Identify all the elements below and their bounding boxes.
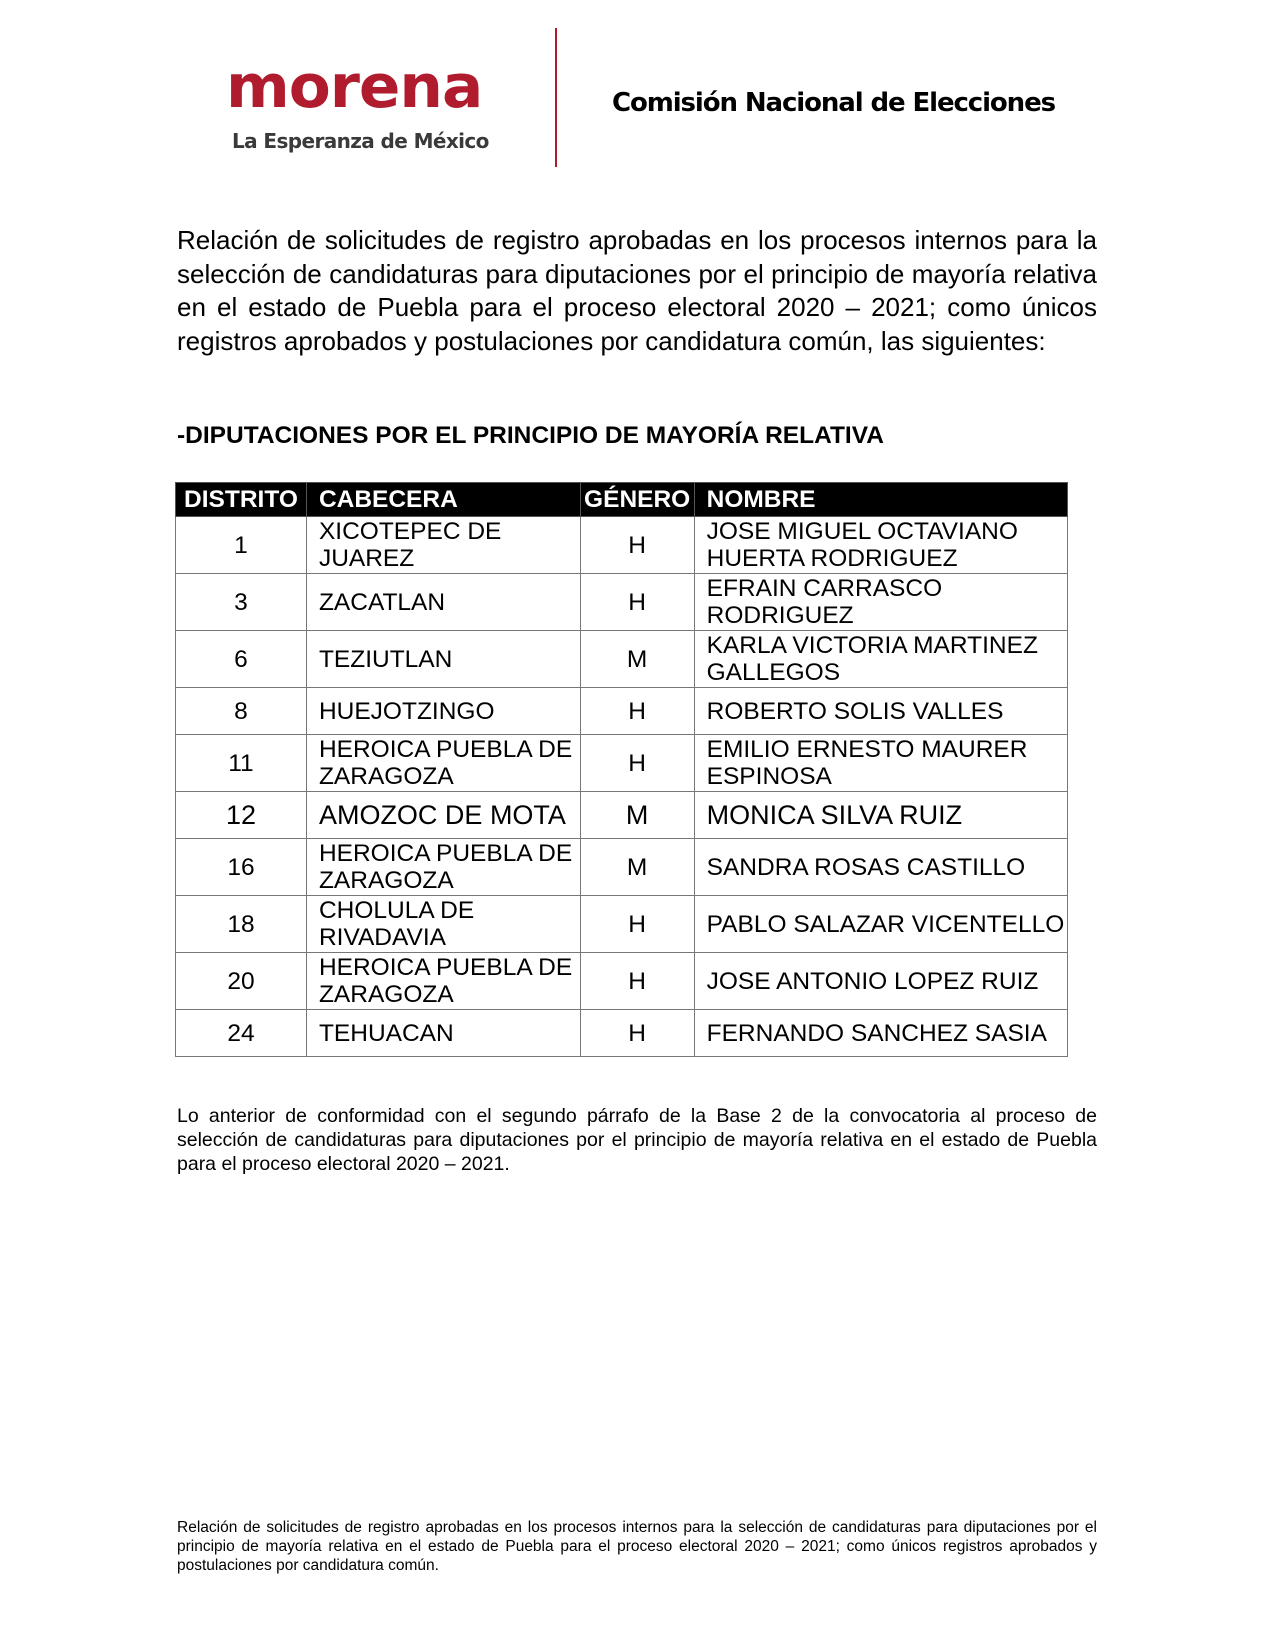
page-footer: Relación de solicitudes de registro aprobadas en los procesos internos para la selección de candidaturas para diputaciones por el principio de mayoría relativa en el estado de Puebla para el proceso electoral 2020 – 2021; como únicos registros aprobados y postulaciones por candidatura común. — [177, 1519, 1097, 1574]
table-row — [176, 631, 1068, 688]
table-row — [176, 574, 1068, 631]
cell-cabecera: HEROICA PUEBLA DE ZARAGOZA — [306, 839, 580, 896]
commission-title: Comisión Nacional de Elecciones — [612, 88, 1055, 118]
cell-cabecera: HEROICA PUEBLA DE ZARAGOZA — [306, 735, 580, 792]
logo-tagline: La Esperanza de México — [232, 129, 489, 153]
cell-distrito: 18 — [176, 896, 307, 953]
header-distrito: DISTRITO — [176, 483, 307, 517]
cell-distrito: 11 — [176, 735, 307, 792]
cell-cabecera: AMOZOC DE MOTA — [306, 792, 580, 839]
cell-nombre: MONICA SILVA RUIZ — [694, 792, 1067, 839]
cell-nombre: EMILIO ERNESTO MAURER ESPINOSA — [694, 735, 1067, 792]
cell-genero: H — [580, 953, 694, 1010]
cell-genero: H — [580, 517, 694, 574]
table-row — [176, 1010, 1068, 1057]
cell-cabecera: TEZIUTLAN — [306, 631, 580, 688]
cell-nombre: SANDRA ROSAS CASTILLO — [694, 839, 1067, 896]
table-header-row — [176, 483, 1068, 517]
cell-cabecera: TEHUACAN — [306, 1010, 580, 1057]
cell-cabecera: ZACATLAN — [306, 574, 580, 631]
intro-paragraph: Relación de solicitudes de registro aprobadas en los procesos internos para la selección de candidaturas para diputaciones por el principio de mayoría relativa en el estado de Puebla para el proceso electoral 2020 – 2021; como únicos registros aprobados y postulaciones por candidatura común, las siguientes: — [177, 225, 1097, 356]
logo-wordmark: morena — [226, 52, 483, 122]
cell-genero: H — [580, 688, 694, 735]
cell-distrito: 20 — [176, 953, 307, 1010]
cell-nombre: FERNANDO SANCHEZ SASIA — [694, 1010, 1067, 1057]
table-row — [176, 896, 1068, 953]
section-heading: -DIPUTACIONES POR EL PRINCIPIO DE MAYORÍA RELATIVA — [177, 422, 884, 449]
header-divider — [555, 28, 557, 167]
cell-distrito: 24 — [176, 1010, 307, 1057]
table-row — [176, 953, 1068, 1010]
header-genero: GÉNERO — [580, 483, 694, 517]
candidates-table — [175, 482, 1068, 1057]
cell-cabecera: HUEJOTZINGO — [306, 688, 580, 735]
cell-genero: H — [580, 1010, 694, 1057]
cell-nombre: EFRAIN CARRASCO RODRIGUEZ — [694, 574, 1067, 631]
cell-distrito: 6 — [176, 631, 307, 688]
table-row — [176, 735, 1068, 792]
cell-genero: H — [580, 574, 694, 631]
cell-nombre: ROBERTO SOLIS VALLES — [694, 688, 1067, 735]
cell-genero: M — [580, 839, 694, 896]
cell-cabecera: CHOLULA DE RIVADAVIA — [306, 896, 580, 953]
cell-genero: H — [580, 896, 694, 953]
cell-cabecera: HEROICA PUEBLA DE ZARAGOZA — [306, 953, 580, 1010]
cell-cabecera: XICOTEPEC DE JUAREZ — [306, 517, 580, 574]
cell-genero: M — [580, 631, 694, 688]
cell-distrito: 12 — [176, 792, 307, 839]
table-row — [176, 792, 1068, 839]
table-row — [176, 839, 1068, 896]
cell-distrito: 3 — [176, 574, 307, 631]
cell-genero: M — [580, 792, 694, 839]
cell-distrito: 8 — [176, 688, 307, 735]
cell-distrito: 1 — [176, 517, 307, 574]
cell-nombre: JOSE ANTONIO LOPEZ RUIZ — [694, 953, 1067, 1010]
header-cabecera: CABECERA — [306, 483, 580, 517]
cell-nombre: PABLO SALAZAR VICENTELLO — [694, 896, 1067, 953]
cell-distrito: 16 — [176, 839, 307, 896]
cell-genero: H — [580, 735, 694, 792]
table-row — [176, 517, 1068, 574]
table-row — [176, 688, 1068, 735]
cell-nombre: JOSE MIGUEL OCTAVIANO HUERTA RODRIGUEZ — [694, 517, 1067, 574]
cell-nombre: KARLA VICTORIA MARTINEZ GALLEGOS — [694, 631, 1067, 688]
legal-note: Lo anterior de conformidad con el segundo párrafo de la Base 2 de la convocatoria al proceso de selección de candidaturas para diputaciones por el principio de mayoría relativa en el estado de Puebla para el proceso electoral 2020 – 2021. — [177, 1105, 1097, 1175]
header-nombre: NOMBRE — [694, 483, 1067, 517]
